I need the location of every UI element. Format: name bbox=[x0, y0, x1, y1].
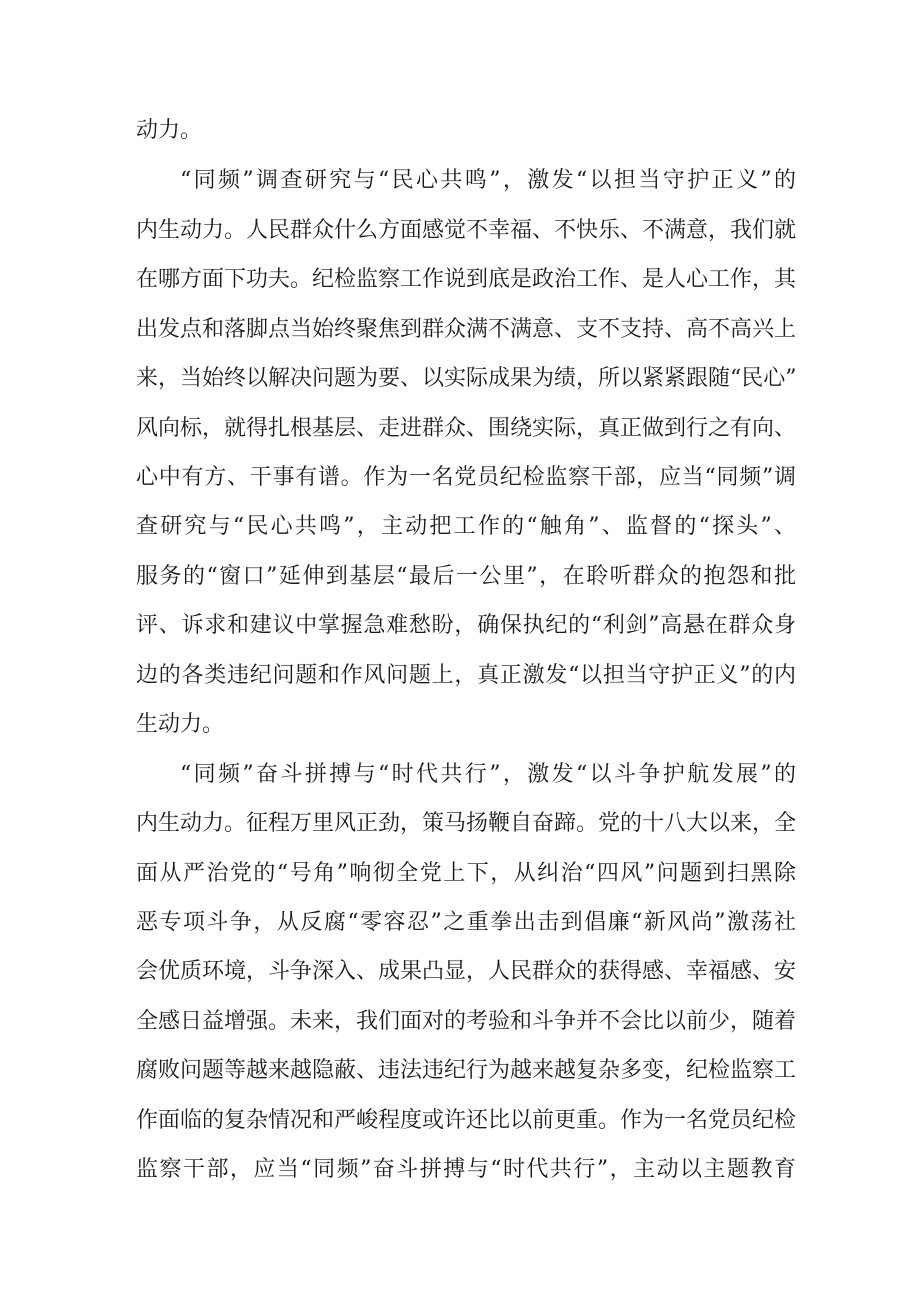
paragraph-line: “同频”调查研究与“民心共鸣”，激发“以担当守护正义”的 bbox=[180, 168, 796, 193]
paragraph-line: 出发点和落脚点当始终聚焦到群众满不满意、支不支持、高不高兴上 bbox=[136, 317, 797, 342]
paragraph-line: 服务的“窗口”延伸到基层“最后一公里”，在聆听群众的抱怨和批 bbox=[136, 564, 796, 589]
paragraph-line: 全感日益增强。未来，我们面对的考验和斗争并不会比以前少，随着 bbox=[136, 1009, 797, 1034]
paragraph-line: 恶专项斗争，从反腐“零容忍”之重拳出击到倡廉“新风尚”激荡社 bbox=[136, 910, 796, 935]
paragraph-line: “同频”奋斗拼搏与“时代共行”，激发“以斗争护航发展”的 bbox=[180, 762, 796, 787]
paragraph-line: 内生动力。人民群众什么方面感觉不幸福、不快乐、不满意，我们就 bbox=[136, 218, 797, 243]
paragraph-line: 面从严治党的“号角”响彻全党上下，从纠治“四风”问题到扫黑除 bbox=[136, 861, 796, 886]
paragraph-line: 风向标，就得扎根基层、走进群众、围绕实际，真正做到行之有向、 bbox=[136, 416, 797, 441]
paragraph-line: 动力。 bbox=[136, 118, 203, 143]
paragraph-line: 会优质环境，斗争深入、成果凸显，人民群众的获得感、幸福感、安 bbox=[136, 959, 797, 984]
paragraph-line: 心中有方、干事有谱。作为一名党员纪检监察干部，应当“同频”调 bbox=[136, 465, 796, 490]
paragraph-line: 在哪方面下功夫。纪检监察工作说到底是政治工作、是人心工作，其 bbox=[136, 267, 797, 292]
paragraph-line: 边的各类违纪问题和作风问题上，真正激发“以担当守护正义”的内 bbox=[136, 663, 796, 688]
paragraph-line: 腐败问题等越来越隐蔽、违法违纪行为越来越复杂多变，纪检监察工 bbox=[136, 1058, 797, 1083]
paragraph-line: 来，当始终以解决问题为要、以实际成果为绩，所以紧紧跟随“民心” bbox=[136, 366, 797, 391]
paragraph-line: 查研究与“民心共鸣”，主动把工作的“触角”、监督的“探头”、 bbox=[136, 514, 796, 539]
paragraph-line: 评、诉求和建议中掌握急难愁盼，确保执纪的“利剑”高悬在群众身 bbox=[136, 613, 796, 638]
paragraph-line: 监察干部，应当“同频”奋斗拼搏与“时代共行”，主动以主题教育 bbox=[136, 1157, 796, 1182]
paragraph-line: 生动力。 bbox=[136, 712, 225, 737]
paragraph-line: 内生动力。征程万里风正劲，策马扬鞭自奋蹄。党的十八大以来，全 bbox=[136, 811, 797, 836]
paragraph-line: 作面临的复杂情况和严峻程度或许还比以前更重。作为一名党员纪检 bbox=[136, 1108, 797, 1133]
